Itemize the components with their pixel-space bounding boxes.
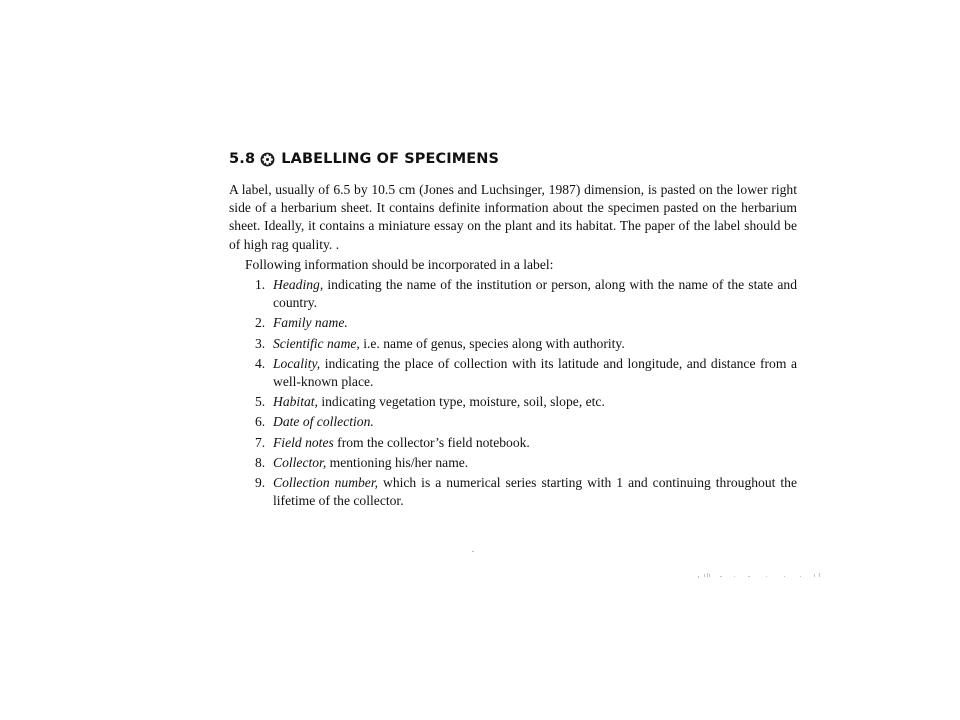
list-item [229, 454, 797, 472]
section-heading [229, 151, 499, 167]
item-term: Field notes [273, 434, 334, 450]
list-item [229, 276, 797, 312]
item-text: from the collector’s field notebook. [333, 434, 530, 450]
flower-emblem-icon [260, 152, 275, 167]
item-term: Family name. [273, 315, 348, 331]
section-body [229, 181, 797, 512]
list-item [229, 413, 797, 431]
item-term: Scientific name, [273, 335, 360, 351]
body-paragraph: A label, usually of 6.5 by 10.5 cm (Jones and Luchsinger, 1987) dimension, is pasted on the lower right side of a herbarium sheet. It contains definite information about the specimen pasted on the herbarium sheet. Ideally, it contains a miniature essay on the plant and its habitat. The paper of the label should be of high rag quality. . [229, 182, 797, 252]
item-number: 8. [255, 454, 266, 470]
item-term: Collector, [273, 454, 327, 470]
item-term: Collection number, [273, 475, 379, 491]
list-item [229, 355, 797, 391]
item-number: 6. [255, 414, 266, 430]
item-text: i.e. name of genus, species along with authority. [359, 335, 625, 351]
item-number: 9. [255, 475, 266, 491]
item-number: 5. [255, 394, 266, 410]
item-number: 3. [255, 335, 266, 351]
item-text: mentioning his/her name. [326, 454, 469, 470]
item-number: 7. [255, 434, 266, 450]
item-text: indicating the name of the institution or person, along with the name of the state and country. [273, 277, 797, 311]
scan-noise-marks [696, 570, 826, 580]
item-number: 4. [255, 355, 266, 371]
list-item [229, 335, 797, 353]
list-item [229, 393, 797, 411]
list-item [229, 314, 797, 332]
item-term: Locality, [273, 355, 321, 371]
list-intro: Following information should be incorporated in a label: [245, 256, 554, 272]
item-text: indicating vegetation type, moisture, soil, slope, etc. [317, 394, 605, 410]
item-number: 1. [255, 277, 266, 293]
item-term: Heading, [273, 277, 324, 293]
section-title: LABELLING OF SPECIMENS [281, 151, 500, 167]
scan-speck [472, 551, 474, 552]
list-item [229, 434, 797, 452]
list-item [229, 474, 797, 510]
item-term: Date of collection. [273, 414, 374, 430]
label-info-list [229, 276, 797, 510]
item-term: Habitat, [273, 394, 318, 410]
item-text: indicating the place of collection with its latitude and longitude, and distance from a well-known place. [273, 355, 797, 390]
section-number: 5.8 [229, 151, 256, 167]
item-number: 2. [255, 315, 266, 331]
item-text: which is a numerical series starting with 1 and continuing throughout the lifetime of the collector. [273, 475, 798, 509]
